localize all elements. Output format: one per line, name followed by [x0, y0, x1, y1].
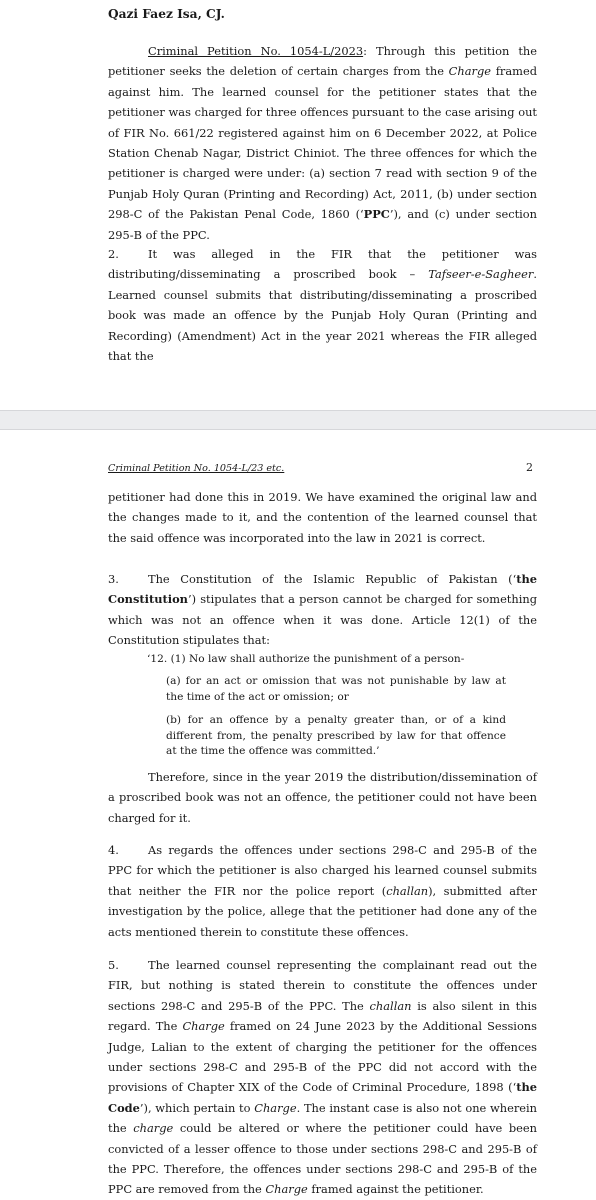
petition-reference: Criminal Petition No. 1054-L/2023 — [148, 44, 364, 58]
page-number: 2 — [526, 461, 533, 474]
judge-heading: Qazi Faez Isa, CJ. — [108, 7, 225, 21]
paragraph-2: 2. It was alleged in the FIR that the petitioner was distributing/disseminating a proscribed book – Tafseer-e-Sagheer. Learned counsel submits that distributing/disseminating a proscribed book was made an offence by the Punjab Holy Quran (Printing and Recording) (Amendment) Act in the year 2021 whereas the FIR alleged that the — [108, 247, 537, 364]
quote-article-12: ‘12. (1) No law shall authorize the punishment of a person- — [147, 653, 465, 665]
document-page-1 — [0, 0, 596, 410]
paragraph-4: 4. As regards the offences under sections 298-C and 295-B of the PPC for which the petitioner is also charged his learned counsel submits that neither the FIR nor the police report (challan), submitted after investigation by the police, allege that the petitioner had done any of the acts mentioned therein to constitute these offences. — [108, 843, 537, 939]
quote-clause-b: (b) for an offence by a penalty greater than, or of a kind different from, the penalty prescribed by law for that offence at the time the offence was committed.’ — [166, 714, 506, 758]
paragraph-5: 5. The learned counsel representing the complainant read out the FIR, but nothing is stated therein to constitute the offences under sections 298-C and 295-B of the PPC. The challan is also silent in this regard. The Charge framed on 24 June 2023 by the Additional Sessions Judge, Lalian to the extent of charging the petitioner for the offences under sections 298-C and 295-B of the PPC did not accord with the provisions of Chapter XIX of the Code of Criminal Procedure, 1898 (‘the Code’), which pertain to Charge. The instant case is also not one wherein the charge could be altered or where the petitioner could have been convicted of a lesser offence to those under sections 298-C and 295-B of the PPC. Therefore, the offences under sections 298-C and 295-B of the PPC are removed from the Charge framed against the petitioner. — [108, 958, 538, 1197]
book-title: Tafseer-e-Sagheer — [428, 267, 534, 282]
paragraph-2-continued: petitioner had done this in 2019. We have examined the original law and the changes made to it, and the contention of the learned counsel that the said offence was incorporated into the law in 2021 is correct. — [108, 490, 537, 545]
document-page-2 — [0, 430, 596, 1200]
paragraph-1: Criminal Petition No. 1054-L/2023: Through this petition the petitioner seeks the deletion of certain charges from the Charge framed against him. The learned counsel for the petitioner states that the petitioner was charged for three offences pursuant to the case arising out of FIR No. 661/22 registered against him on 6 December 2022, at Police Station Chenab Nagar, District Chiniot. The three offences for which the petitioner is charged were under: (a) section 7 read with section 9 of the Punjab Holy Quran (Printing and Recording) Act, 2011, (b) under section 298-C of the Pakistan Penal Code, 1860 (‘PPC’), and (c) under section 295-B of the PPC. — [108, 44, 538, 242]
running-head: Criminal Petition No. 1054-L/23 etc. — [108, 463, 285, 474]
paragraph-3-continued: Therefore, since in the year 2019 the distribution/dissemination of a proscribed book was not an offence, the petitioner could not have been charged for it. — [108, 770, 537, 825]
page-separator — [0, 410, 596, 430]
quote-clause-a: (a) for an act or omission that was not punishable by law at the time of the act or omission; or — [166, 675, 506, 703]
paragraph-3: 3. The Constitution of the Islamic Republic of Pakistan (‘the Constitution’) stipulates that a person cannot be charged for something which was not an offence when it was done. Article 12(1) of the Constitution stipulates that: — [108, 572, 537, 648]
